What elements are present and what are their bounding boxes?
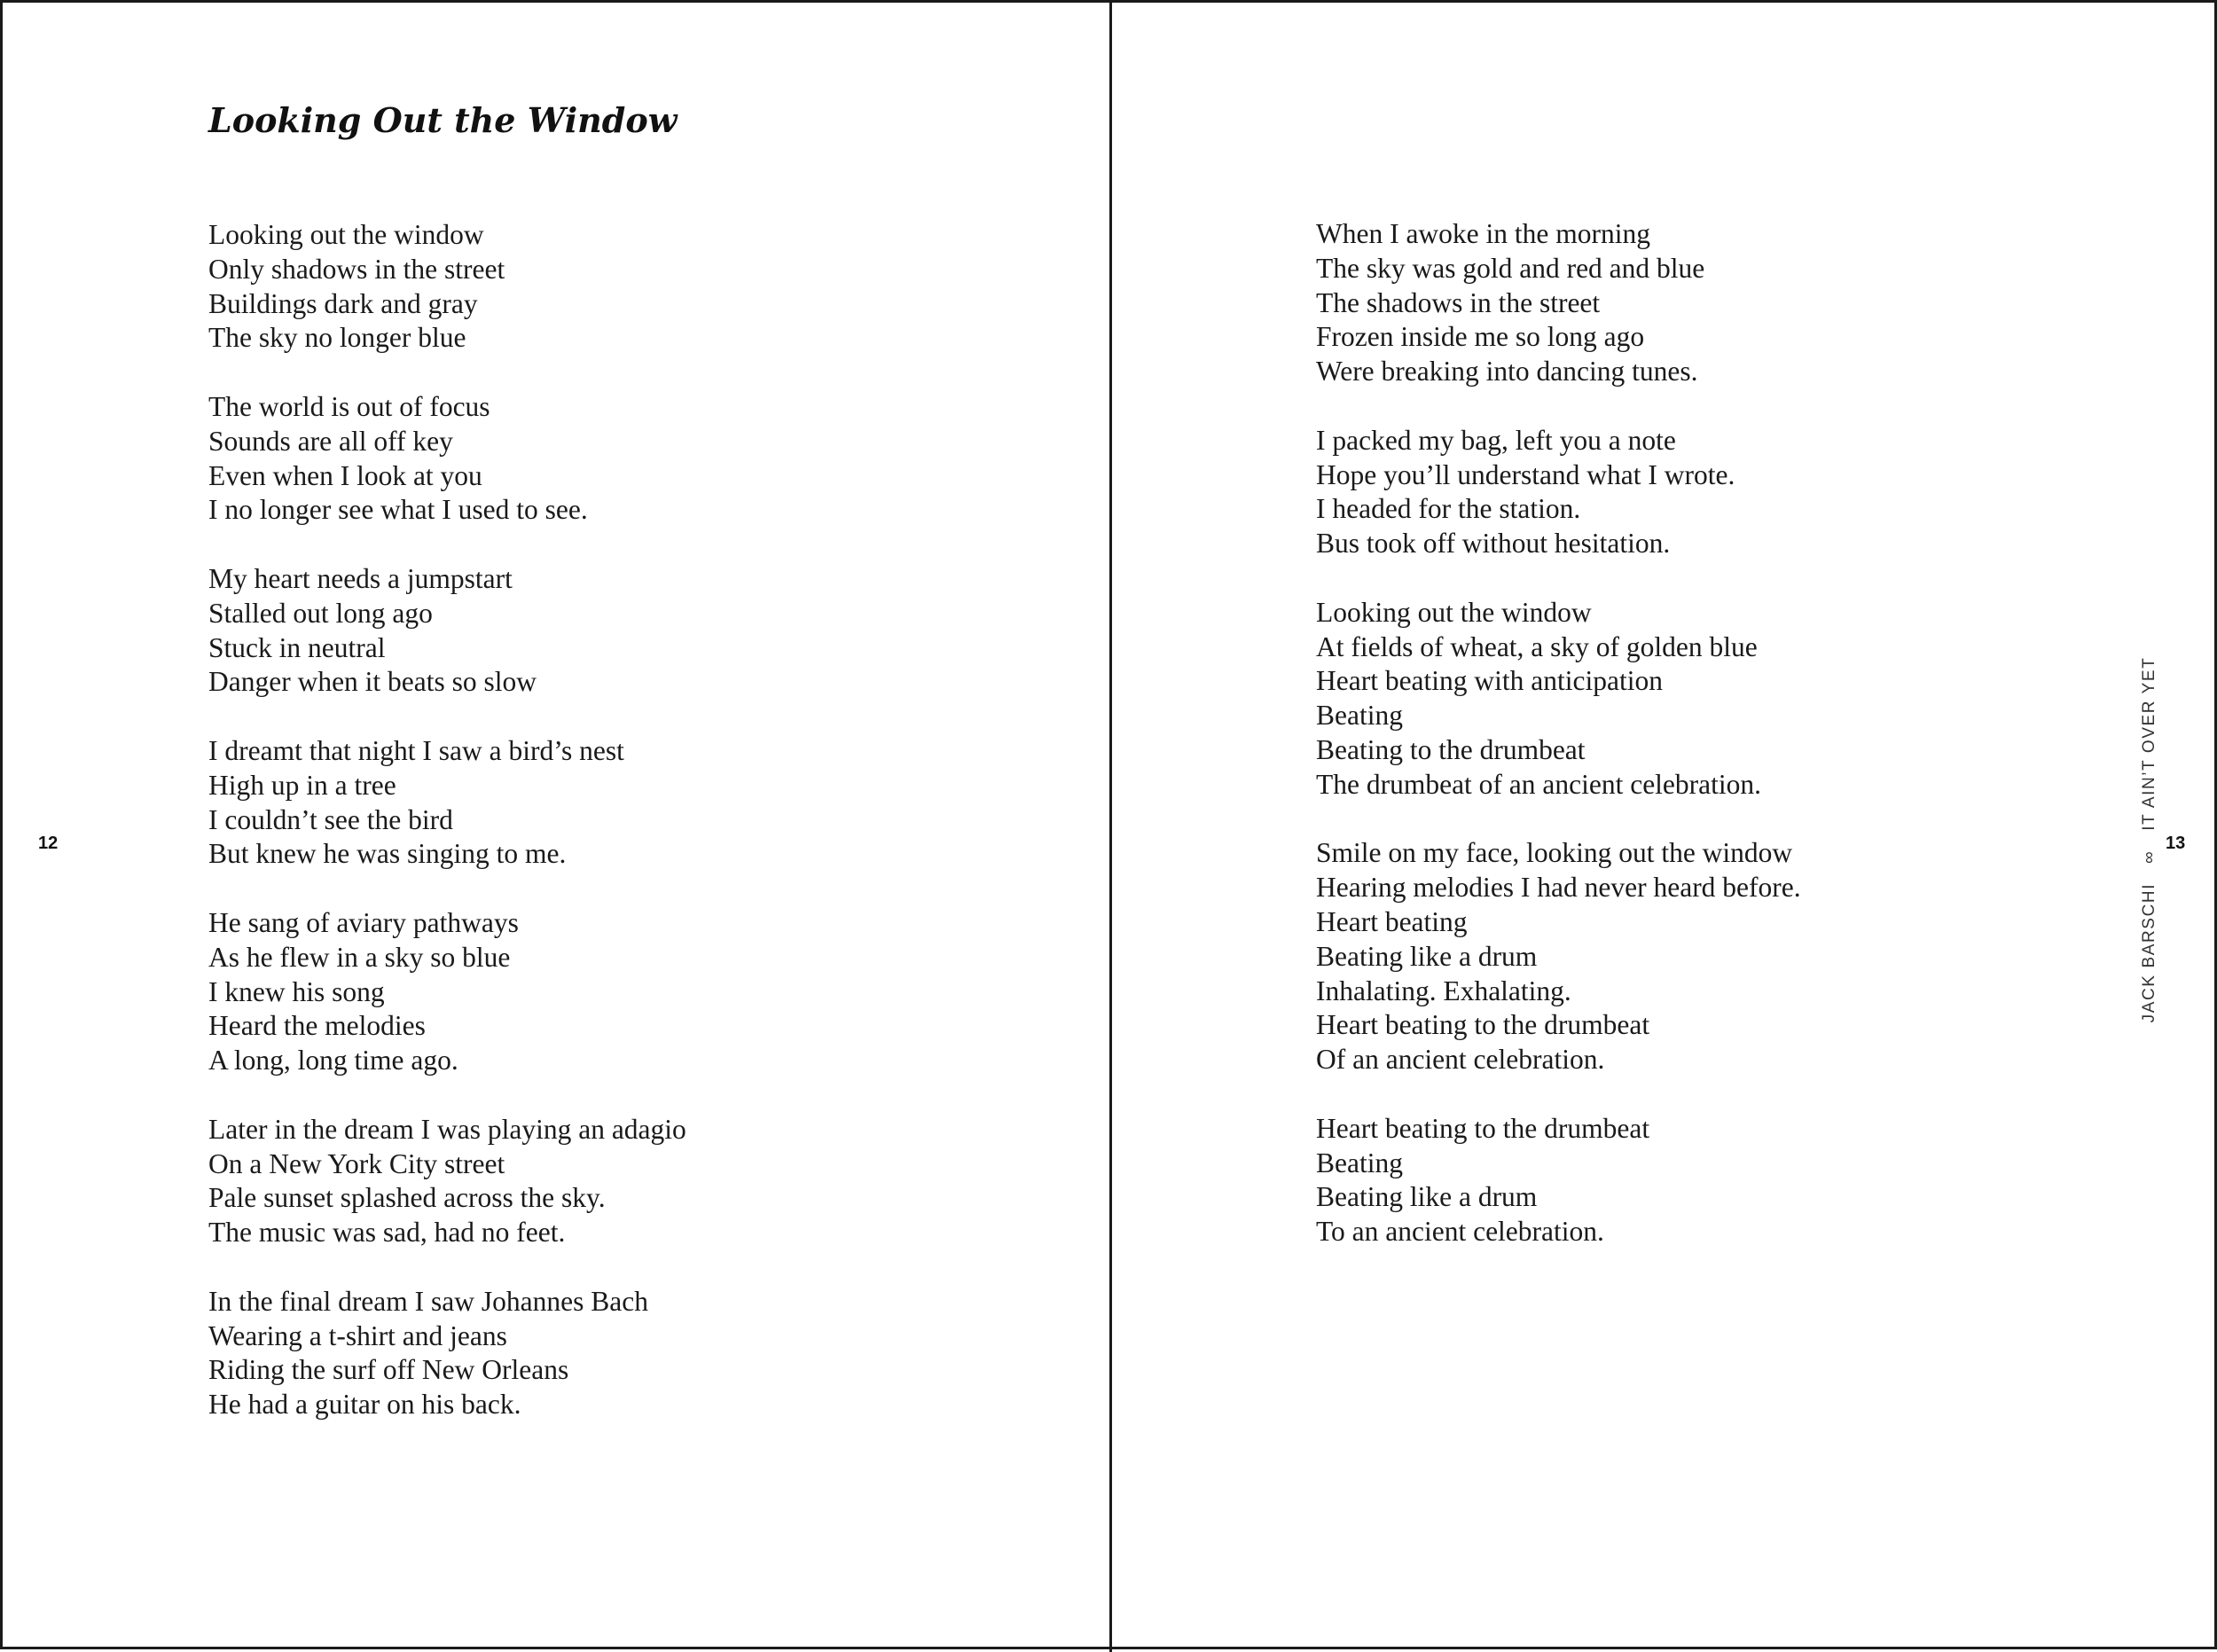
verse-line: The sky was gold and red and blue	[1316, 252, 1705, 284]
verse-line: The shadows in the street	[1316, 286, 1601, 318]
verse-line: Beating like a drum	[1316, 1181, 1538, 1213]
verse-line: Heard the melodies	[208, 1010, 426, 1042]
stanza	[208, 906, 686, 1078]
running-head-author: JACK BARSCHI	[2140, 882, 2158, 1023]
verse-line: Beating	[1316, 700, 1403, 732]
verse-line: Sounds are all off key	[208, 425, 453, 457]
verse-line: At fields of wheat, a sky of golden blue	[1316, 630, 1758, 662]
poem-body-left	[208, 218, 686, 1422]
stanza	[208, 1285, 686, 1422]
poem-body-right	[1316, 217, 1801, 1249]
verse-line: Even when I look at you	[208, 459, 482, 491]
right-page	[1112, 3, 2217, 1652]
poem-title: Looking Out the Window	[208, 100, 678, 140]
verse-line: The music was sad, had no feet.	[208, 1217, 566, 1249]
verse-line: Heart beating with anticipation	[1316, 665, 1663, 697]
verse-line: Hearing melodies I had never heard before.	[1316, 872, 1801, 904]
verse-line: The sky no longer blue	[208, 322, 466, 354]
verse-line: As he flew in a sky so blue	[208, 941, 511, 973]
verse-line: Of an ancient celebration.	[1316, 1044, 1605, 1076]
verse-line: Hope you’ll understand what I wrote.	[1316, 458, 1735, 490]
verse-line: Beating like a drum	[1316, 940, 1538, 972]
verse-line: Wearing a t-shirt and jeans	[208, 1319, 507, 1351]
verse-line: Heart beating to the drumbeat	[1316, 1112, 1650, 1144]
verse-line: I couldn’t see the bird	[208, 803, 453, 835]
verse-line: Heart beating to the drumbeat	[1316, 1009, 1650, 1041]
verse-line: The drumbeat of an ancient celebration.	[1316, 768, 1762, 800]
verse-line: To an ancient celebration.	[1316, 1216, 1604, 1248]
verse-line: In the final dream I saw Johannes Bach	[208, 1285, 648, 1317]
verse-line: Frozen inside me so long ago	[1316, 321, 1645, 353]
running-head	[2136, 441, 2163, 1239]
stanza	[1316, 596, 1801, 803]
stanza	[1316, 217, 1801, 389]
verse-line: High up in a tree	[208, 769, 396, 801]
verse-line: Only shadows in the street	[208, 253, 505, 285]
stanza	[208, 1113, 686, 1250]
stanza	[1316, 836, 1801, 1077]
stanza	[1316, 424, 1801, 561]
verse-line: I headed for the station.	[1316, 493, 1581, 525]
verse-line: Smile on my face, looking out the window	[1316, 837, 1793, 869]
verse-line: Beating	[1316, 1147, 1403, 1178]
verse-line: Stalled out long ago	[208, 597, 433, 629]
verse-line: Riding the surf off New Orleans	[208, 1354, 569, 1386]
verse-line: My heart needs a jumpstart	[208, 562, 513, 594]
verse-line: Pale sunset splashed across the sky.	[208, 1182, 606, 1214]
verse-line: Heart beating	[1316, 905, 1468, 937]
verse-line: The world is out of focus	[208, 390, 490, 422]
page-number-right: 13	[2166, 834, 2186, 853]
verse-line: Danger when it beats so slow	[208, 666, 537, 698]
verse-line: Bus took off without hesitation.	[1316, 528, 1671, 560]
verse-line: But knew he was singing to me.	[208, 838, 567, 870]
verse-line: I packed my bag, left you a note	[1316, 424, 1676, 456]
verse-line: Inhalating. Exhalating.	[1316, 975, 1571, 1006]
verse-line: He sang of aviary pathways	[208, 906, 519, 938]
stanza	[208, 734, 686, 872]
verse-line: Beating to the drumbeat	[1316, 733, 1586, 765]
stanza	[208, 562, 686, 700]
stanza	[208, 218, 686, 356]
running-head-book-title: IT AIN’T OVER YET	[2140, 656, 2158, 831]
stanza	[1316, 1112, 1801, 1249]
verse-line: A long, long time ago.	[208, 1045, 458, 1077]
verse-line: Buildings dark and gray	[208, 287, 478, 319]
stanza	[208, 390, 686, 528]
verse-line: I no longer see what I used to see.	[208, 494, 588, 526]
verse-line: Stuck in neutral	[208, 631, 386, 663]
verse-line: Later in the dream I was playing an adagio	[208, 1113, 686, 1145]
verse-line: I knew his song	[208, 975, 385, 1007]
verse-line: Looking out the window	[1316, 596, 1592, 628]
verse-line: Were breaking into dancing tunes.	[1316, 356, 1698, 388]
verse-line: On a New York City street	[208, 1147, 505, 1179]
verse-line: I dreamt that night I saw a bird’s nest	[208, 734, 624, 766]
running-head-separator: ∞	[2140, 849, 2158, 864]
left-page	[3, 3, 1109, 1652]
verse-line: He had a guitar on his back.	[208, 1389, 521, 1421]
verse-line: When I awoke in the morning	[1316, 218, 1651, 249]
verse-line: Looking out the window	[208, 219, 484, 250]
page-number-left: 12	[38, 834, 59, 853]
